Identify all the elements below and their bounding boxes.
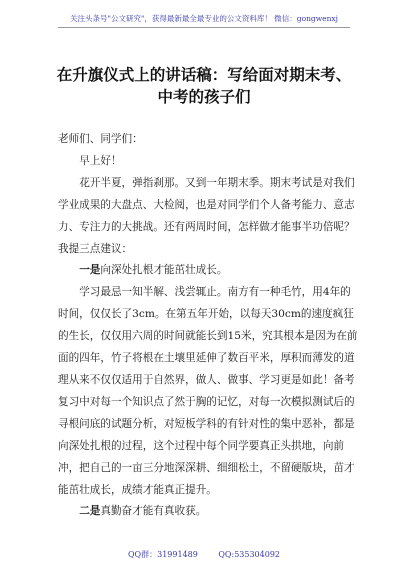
intro-paragraph: 花开半夏，弹指刹那。又到一年期末季。期末考试是对我们学业成果的大盘点、大检阅，也是对同学们个人备考能力、意志力、专注力的大挑战。还有两周时间，怎样做才能事半功倍呢？我提三点建议： [58,176,355,255]
footer-qq-group: QQ群：31991489 [127,550,198,559]
point-one-text: 向深处扎根才能茁壮成长。 [100,264,228,277]
point-two-heading [58,501,358,523]
header-notice: 关注头条号"公文研究"，获得最新最全最专业的公文资料库！ 微信：gongwenxj [58,13,350,28]
title-line-2: 中考的孩子们 [157,88,251,106]
point-one-lead: 一是 [79,264,101,277]
document-title [40,64,368,108]
point-two-text: 真勤奋才能有真收获。 [100,505,207,518]
title-line-1: 在升旗仪式上的讲话稿：写给面对期末考、 [56,66,352,84]
point-one-heading [58,260,358,282]
point-one-paragraph: 学习最忌一知半解、浅尝辄止。南方有一种毛竹，用4年的时间，仅仅长了3cm。在第五年开始，以每天30cm的速度疯狂的生长，仅仅用六周的时间就能长到15米，究其根本是因为在前面的四年，竹子将根在土壤里延伸了数百平米，厚积而薄发的道理从来不仅仅适用于自然界，做人、做事、学习更是如此！备考复习中对每一个知识点了然于胸的记忆，对每一次模拟测试后的寻根问底的试题分析，对短板学科的有针对性的集中恶补，都是向深处扎根的过程，这个过程中每个同学要真正头拱地，向前冲，把自己的一亩三分地深深耕、细细松土，不留硬版块，苗才能茁壮成长，成绩才能真正提升。 [58,286,358,496]
document-body [58,129,358,523]
salutation: 老师们、同学们： [58,133,143,145]
greeting: 早上好！ [79,154,122,167]
footer-contact [0,549,408,560]
footer-qq: QQ:535304092 [218,550,280,559]
point-two-lead: 二是 [79,505,101,518]
